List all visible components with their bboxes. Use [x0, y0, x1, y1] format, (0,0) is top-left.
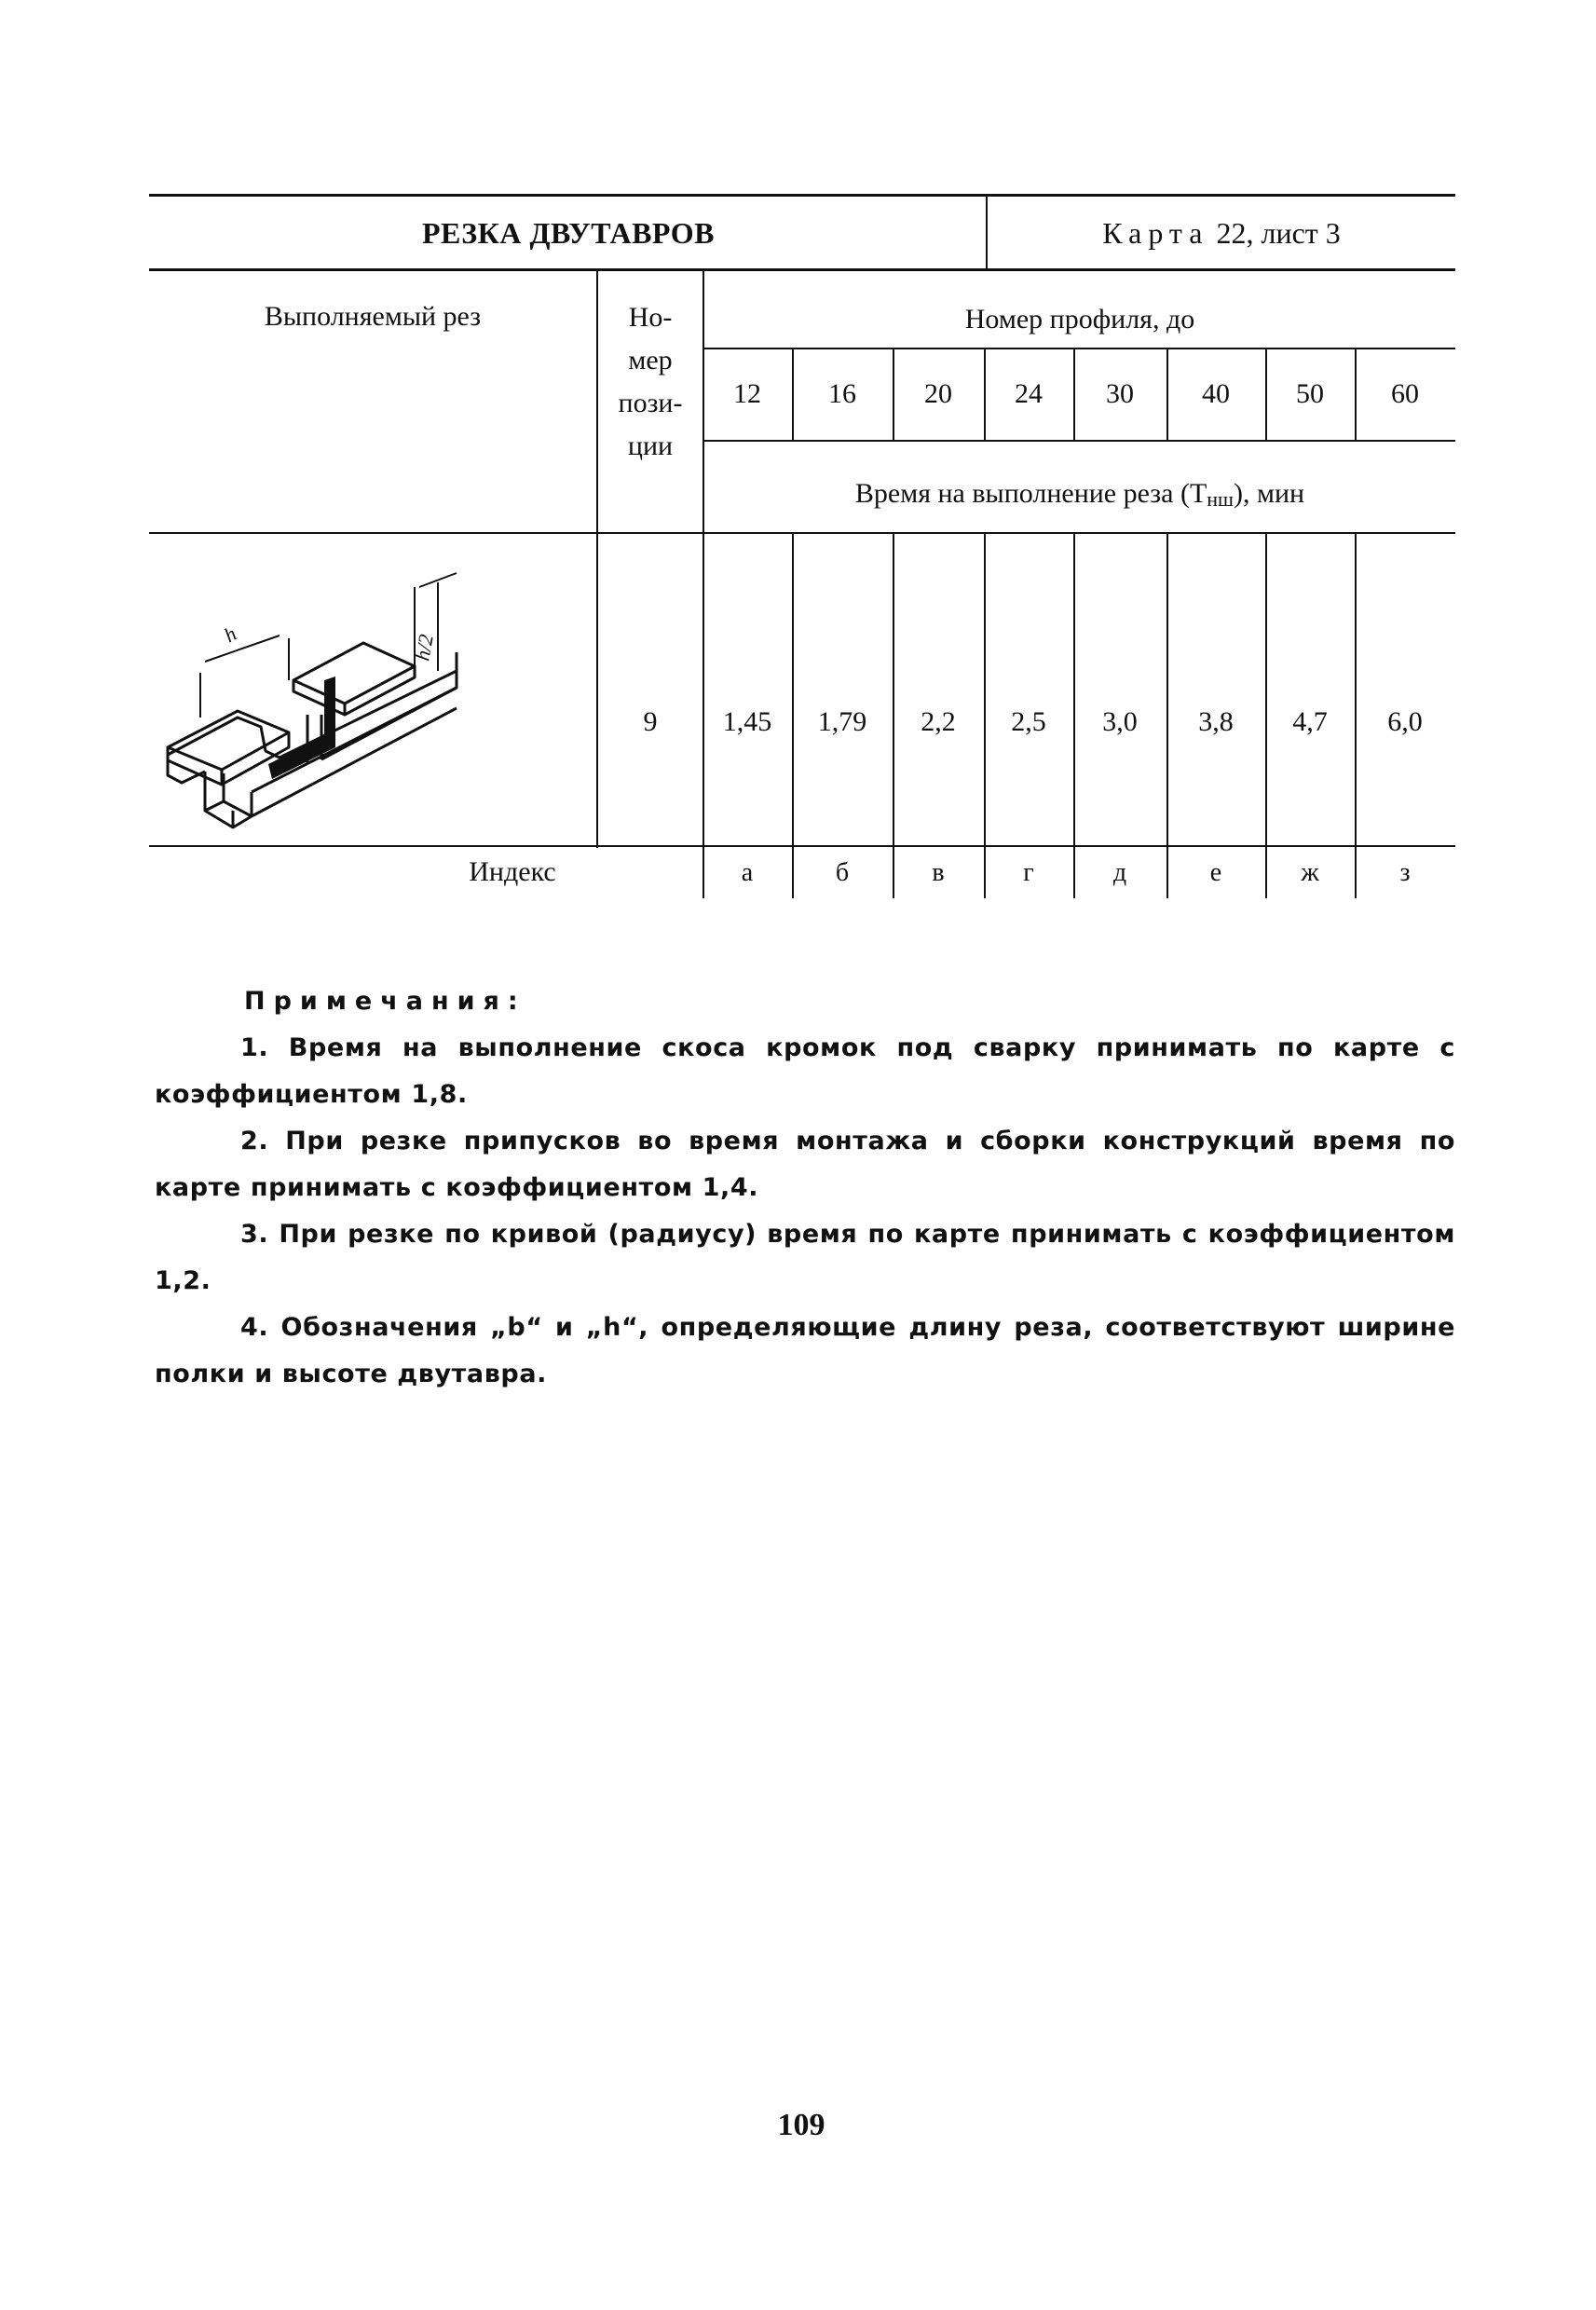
time-value: 1,79: [817, 706, 867, 737]
note-item: 4. Обозначения „b“ и „h“, определяющие длину реза, соответствуют ширине полки и высоте двутавра.: [155, 1313, 1455, 1388]
index-label: Индекс: [469, 856, 556, 887]
position-header-line: мер: [628, 345, 673, 376]
index-letter: а: [741, 858, 754, 887]
top-rule: [149, 194, 1455, 197]
position-number: 9: [643, 706, 658, 737]
notes-block: [155, 978, 1455, 1398]
i-beam-cut-figure: [149, 531, 596, 839]
index-letter: е: [1209, 858, 1222, 887]
time-header-unit: ), мин: [1234, 478, 1305, 509]
grid-line: [703, 440, 1455, 442]
note-item: 1. Время на выполнение скоса кромок под сварку принимать по карте с коэффициентом 1,8.: [155, 1033, 1455, 1109]
notes-heading: Примечания:: [244, 987, 526, 1016]
profile-number: 50: [1296, 378, 1324, 409]
time-value: 2,2: [921, 706, 956, 737]
index-letter: б: [835, 858, 850, 887]
column-header-time: [704, 461, 1455, 526]
width-label: h: [220, 622, 241, 648]
time-value: 3,8: [1198, 706, 1234, 737]
note-item: 3. При резке по кривой (радиусу) время по карте принимать с коэффициентом 1,2.: [155, 1220, 1455, 1295]
column-header-cut: Выполняемый рез: [264, 301, 482, 332]
profile-number: 20: [924, 378, 952, 409]
card-title: РЕЗКА ДВУТАВРОВ: [421, 215, 716, 250]
profile-number: 60: [1391, 378, 1419, 409]
time-value: 2,5: [1011, 706, 1046, 737]
index-letter: д: [1112, 858, 1127, 887]
time-value: 1,45: [722, 706, 772, 737]
note-item: 2. При резке припусков во время монтажа и сборки конструкций время по карте принимать с коэффициентом 1,4.: [155, 1127, 1455, 1202]
card-word: Карта: [1102, 215, 1209, 250]
time-value: 4,7: [1292, 706, 1328, 737]
index-letter: в: [932, 858, 945, 887]
profile-number: 12: [733, 378, 761, 409]
position-header-line: ции: [627, 431, 674, 461]
index-letter: ж: [1301, 858, 1319, 887]
time-header-subscript: нш: [1207, 487, 1234, 511]
index-letter: з: [1399, 858, 1411, 887]
card-sheet: 22, лист 3: [1208, 215, 1341, 250]
height-label: h/2: [410, 632, 438, 663]
column-header-position: [598, 296, 703, 468]
card-number: [988, 198, 1455, 268]
time-header-text: Время на выполнение реза (Т: [854, 478, 1207, 509]
grid-line: [149, 845, 1455, 847]
column-header-profile: Номер профиля, до: [964, 304, 1195, 335]
time-value: 6,0: [1387, 706, 1423, 737]
position-header-line: пози-: [618, 388, 683, 418]
page-number: 109: [777, 2108, 825, 2142]
profile-number: 24: [1015, 378, 1043, 409]
time-value: 3,0: [1102, 706, 1138, 737]
position-header-line: Но-: [628, 302, 673, 333]
profile-number: 30: [1106, 378, 1134, 409]
header-bottom-rule: [149, 268, 1455, 271]
profile-number: 16: [828, 378, 856, 409]
profile-number: 40: [1202, 378, 1230, 409]
index-letter: г: [1023, 858, 1034, 887]
